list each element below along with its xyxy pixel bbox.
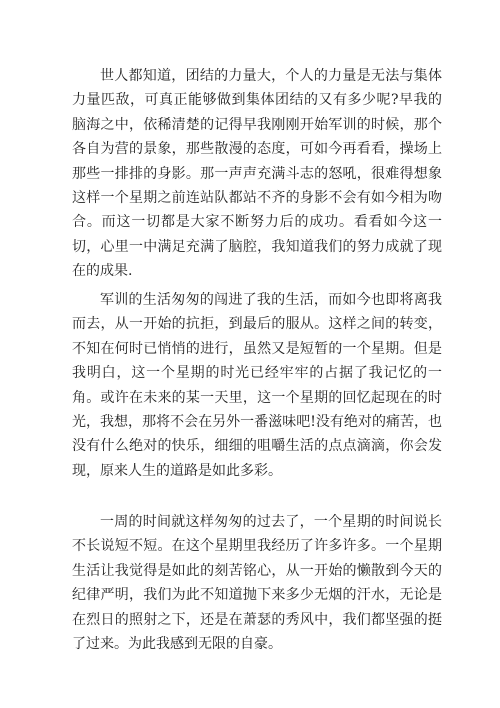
paragraph-1: 世人都知道，团结的力量大，个人的力量是无法与集体力量匹敌，可真正能够做到集体团结的又有多少呢?早我的脑海之中，依稀清楚的记得早我刚刚开始军训的时候，那个各自为营的景象，那些散漫的态度，可如今再看看，操场上那些一排排的身影。那一声声充满斗志的怒吼，很难得想象这样一个星期之前连站队都站不齐的身影不会有如今相为吻合。而这一切都是大家不断努力后的成功。看看如今这一切，心里一中满足充满了脑腔，我知道我们的努力成就了现在的成果. — [72, 68, 442, 280]
paragraph-2: 军训的生活匆匆的闯进了我的生活，而如今也即将离我而去，从一开始的抗拒，到最后的服从。这样之间的转变，不知在何时已悄悄的进行，虽然又是短暂的一个星期。但是我明白，这一个星期的时光已经牢牢的占据了我记忆的一角。或许在未来的某一天里，这一个星期的回忆起现在的时光，我想，那将不会在另外一番滋味吧!没有绝对的痛苦，也没有什么绝对的快乐，细细的咀嚼生活的点点滴滴，你会发现，原来人生的道路是如此多彩。 — [72, 292, 442, 479]
paragraph-3: 一周的时间就这样匆匆的过去了，一个星期的时间说长不长说短不短。在这个星期里我经历了许多许多。一个星期生活让我觉得是如此的刻苦铭心，从一开始的懒散到今天的纪律严明，我们为此不知道抛下来多少无烟的汗水，无论是在烈日的照射之下，还是在萧瑟的秀风中，我们都坚强的挺了过来。为此我感到无限的自豪。 — [72, 514, 442, 653]
